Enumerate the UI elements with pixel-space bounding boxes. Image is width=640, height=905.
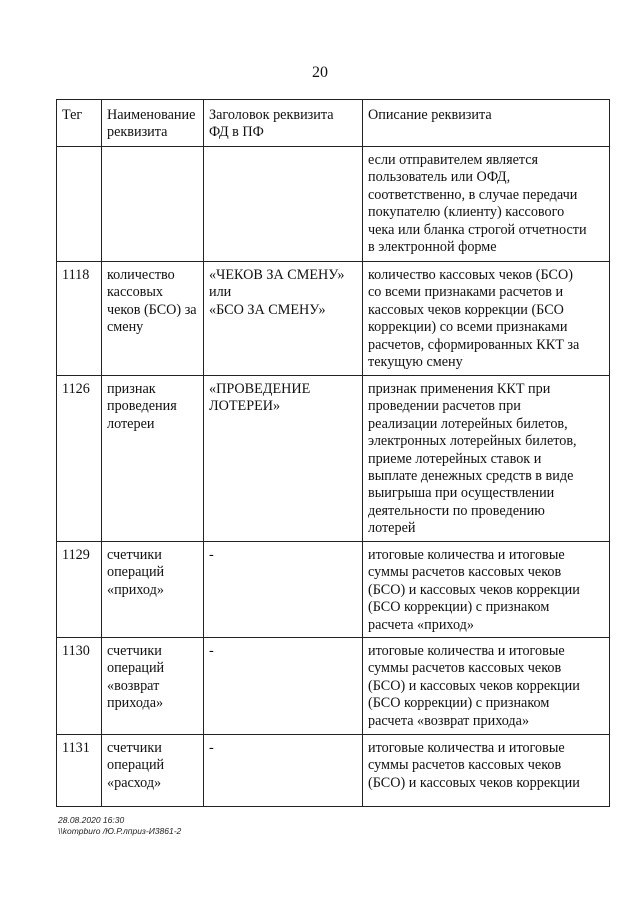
cell-tag: 1126 (57, 376, 102, 542)
cell-name: счетчики операций «возврат прихода» (102, 638, 204, 735)
cell-tag: 1131 (57, 735, 102, 807)
cell-description: признак применения ККТ при проведении расчетов при реализации лотерейных билетов, электронных лотерейных билетов, приеме лотерейных ставок и выплате денежных средств в виде выигрыша при осуществлении деятельности по проведению лотерей (363, 376, 610, 542)
cell-name (102, 147, 204, 262)
cell-name: счетчики операций «расход» (102, 735, 204, 807)
cell-name: количество кассовых чеков (БСО) за смену (102, 262, 204, 376)
cell-tag: 1130 (57, 638, 102, 735)
table-row (57, 735, 610, 807)
cell-tag (57, 147, 102, 262)
footer-file-path: \\kompburo /Ю.Р.лприз-И3861-2 (58, 826, 182, 836)
table-row (57, 262, 610, 376)
header-description: Описание реквизита (363, 100, 610, 147)
cell-header: «ПРОВЕДЕНИЕ ЛОТЕРЕИ» (204, 376, 363, 542)
header-tag: Тег (57, 100, 102, 147)
cell-description: если отправителем является пользователь или ОФД, соответственно, в случае передачи покупателю (клиенту) кассового чека или бланка строгой отчетности в электронной форме (363, 147, 610, 262)
page-number: 20 (312, 64, 328, 81)
cell-tag: 1129 (57, 542, 102, 638)
footer-timestamp: 28.08.2020 16:30 (58, 815, 125, 825)
cell-header: - (204, 638, 363, 735)
cell-header: «ЧЕКОВ ЗА СМЕНУ» или «БСО ЗА СМЕНУ» (204, 262, 363, 376)
header-name: Наименование реквизита (102, 100, 204, 147)
cell-header (204, 147, 363, 262)
cell-name: счетчики операций «приход» (102, 542, 204, 638)
cell-description: итоговые количества и итоговые суммы расчетов кассовых чеков (БСО) и кассовых чеков коррекции (363, 735, 610, 807)
table-header-row (57, 100, 610, 147)
cell-description: итоговые количества и итоговые суммы расчетов кассовых чеков (БСО) и кассовых чеков коррекции (БСО коррекции) с признаком расчета «возврат прихода» (363, 638, 610, 735)
table-row (57, 147, 610, 262)
cell-tag: 1118 (57, 262, 102, 376)
document-footer (58, 815, 181, 837)
table-row (57, 638, 610, 735)
requisites-table (56, 99, 610, 807)
table-row (57, 542, 610, 638)
cell-description: итоговые количества и итоговые суммы расчетов кассовых чеков (БСО) и кассовых чеков коррекции (БСО коррекции) с признаком расчета «приход» (363, 542, 610, 638)
header-title: Заголовок реквизита ФД в ПФ (204, 100, 363, 147)
cell-header: - (204, 735, 363, 807)
table-row (57, 376, 610, 542)
cell-name: признак проведения лотереи (102, 376, 204, 542)
cell-description: количество кассовых чеков (БСО) со всеми признаками расчетов и кассовых чеков коррекции (БСО коррекции) со всеми признаками расчетов, сформированных ККТ за текущую смену (363, 262, 610, 376)
cell-header: - (204, 542, 363, 638)
